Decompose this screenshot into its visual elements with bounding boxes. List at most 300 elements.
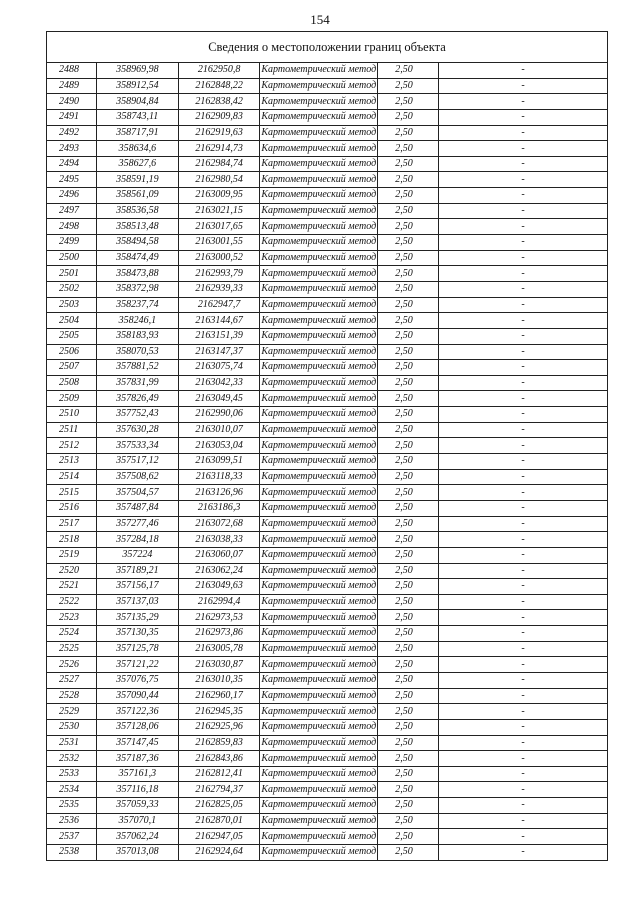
point-number-cell: 2508: [47, 375, 97, 391]
note-cell: -: [439, 94, 608, 110]
precision-cell: 2,50: [378, 563, 430, 579]
point-number-cell: 2535: [47, 798, 97, 814]
point-number-cell: 2501: [47, 266, 97, 282]
note-cell: -: [439, 328, 608, 344]
precision-cell: 2,50: [378, 610, 430, 626]
note-cell: -: [439, 141, 608, 157]
x-coordinate-cell: 358627,6: [97, 156, 179, 172]
precision-cell: 2,50: [378, 63, 430, 79]
table-row: [47, 798, 608, 814]
note-cell: -: [439, 344, 608, 360]
point-number-cell: 2521: [47, 579, 97, 595]
x-coordinate-cell: 357224: [97, 547, 179, 563]
precision-cell: 2,50: [378, 375, 430, 391]
x-coordinate-cell: 358474,49: [97, 250, 179, 266]
table-row: [47, 485, 608, 501]
y-coordinate-cell: 2163144,67: [178, 313, 260, 329]
table-row: [47, 845, 608, 861]
blank-cell: [430, 485, 439, 501]
x-coordinate-cell: 358904,84: [97, 94, 179, 110]
blank-cell: [430, 313, 439, 329]
precision-cell: 2,50: [378, 391, 430, 407]
x-coordinate-cell: 357487,84: [97, 500, 179, 516]
point-number-cell: 2494: [47, 156, 97, 172]
method-cell: Картометрический метод: [260, 281, 378, 297]
precision-cell: 2,50: [378, 250, 430, 266]
note-cell: -: [439, 672, 608, 688]
method-cell: Картометрический метод: [260, 500, 378, 516]
blank-cell: [430, 516, 439, 532]
y-coordinate-cell: 2162947,05: [178, 829, 260, 845]
precision-cell: 2,50: [378, 845, 430, 861]
table-row: [47, 203, 608, 219]
note-cell: -: [439, 485, 608, 501]
method-cell: Картометрический метод: [260, 766, 378, 782]
method-cell: Картометрический метод: [260, 297, 378, 313]
blank-cell: [430, 845, 439, 861]
precision-cell: 2,50: [378, 281, 430, 297]
y-coordinate-cell: 2162945,35: [178, 704, 260, 720]
precision-cell: 2,50: [378, 594, 430, 610]
blank-cell: [430, 219, 439, 235]
blank-cell: [430, 188, 439, 204]
point-number-cell: 2533: [47, 766, 97, 782]
blank-cell: [430, 266, 439, 282]
y-coordinate-cell: 2162914,73: [178, 141, 260, 157]
y-coordinate-cell: 2163021,15: [178, 203, 260, 219]
point-number-cell: 2511: [47, 422, 97, 438]
x-coordinate-cell: 358372,98: [97, 281, 179, 297]
note-cell: -: [439, 641, 608, 657]
x-coordinate-cell: 358591,19: [97, 172, 179, 188]
method-cell: Картометрический метод: [260, 78, 378, 94]
x-coordinate-cell: 358494,58: [97, 235, 179, 251]
blank-cell: [430, 235, 439, 251]
note-cell: -: [439, 297, 608, 313]
precision-cell: 2,50: [378, 156, 430, 172]
point-number-cell: 2490: [47, 94, 97, 110]
precision-cell: 2,50: [378, 235, 430, 251]
note-cell: -: [439, 266, 608, 282]
x-coordinate-cell: 357059,33: [97, 798, 179, 814]
precision-cell: 2,50: [378, 829, 430, 845]
note-cell: -: [439, 704, 608, 720]
table-title: Сведения о местоположении границ объекта: [47, 32, 608, 63]
precision-cell: 2,50: [378, 454, 430, 470]
note-cell: -: [439, 719, 608, 735]
blank-cell: [430, 641, 439, 657]
precision-cell: 2,50: [378, 704, 430, 720]
point-number-cell: 2513: [47, 454, 97, 470]
method-cell: Картометрический метод: [260, 563, 378, 579]
point-number-cell: 2502: [47, 281, 97, 297]
table-row: [47, 109, 608, 125]
blank-cell: [430, 63, 439, 79]
x-coordinate-cell: 358237,74: [97, 297, 179, 313]
method-cell: Картометрический метод: [260, 626, 378, 642]
method-cell: Картометрический метод: [260, 657, 378, 673]
table-row: [47, 751, 608, 767]
note-cell: -: [439, 657, 608, 673]
method-cell: Картометрический метод: [260, 704, 378, 720]
precision-cell: 2,50: [378, 547, 430, 563]
note-cell: -: [439, 532, 608, 548]
note-cell: -: [439, 516, 608, 532]
method-cell: Картометрический метод: [260, 156, 378, 172]
precision-cell: 2,50: [378, 735, 430, 751]
method-cell: Картометрический метод: [260, 672, 378, 688]
blank-cell: [430, 813, 439, 829]
table-row: [47, 172, 608, 188]
method-cell: Картометрический метод: [260, 172, 378, 188]
point-number-cell: 2515: [47, 485, 97, 501]
blank-cell: [430, 281, 439, 297]
precision-cell: 2,50: [378, 657, 430, 673]
x-coordinate-cell: 357831,99: [97, 375, 179, 391]
y-coordinate-cell: 2163126,96: [178, 485, 260, 501]
table-row: [47, 579, 608, 595]
precision-cell: 2,50: [378, 78, 430, 94]
y-coordinate-cell: 2162843,86: [178, 751, 260, 767]
precision-cell: 2,50: [378, 172, 430, 188]
note-cell: -: [439, 438, 608, 454]
x-coordinate-cell: 357277,46: [97, 516, 179, 532]
point-number-cell: 2503: [47, 297, 97, 313]
x-coordinate-cell: 357128,06: [97, 719, 179, 735]
y-coordinate-cell: 2162859,83: [178, 735, 260, 751]
table-row: [47, 766, 608, 782]
table-row: [47, 454, 608, 470]
y-coordinate-cell: 2163017,65: [178, 219, 260, 235]
note-cell: -: [439, 798, 608, 814]
table-row: [47, 235, 608, 251]
point-number-cell: 2534: [47, 782, 97, 798]
table-row: [47, 63, 608, 79]
method-cell: Картометрический метод: [260, 813, 378, 829]
note-cell: -: [439, 203, 608, 219]
precision-cell: 2,50: [378, 798, 430, 814]
note-cell: -: [439, 594, 608, 610]
blank-cell: [430, 782, 439, 798]
page-number: 154: [310, 12, 330, 27]
x-coordinate-cell: 358969,98: [97, 63, 179, 79]
blank-cell: [430, 626, 439, 642]
table-row: [47, 641, 608, 657]
method-cell: Картометрический метод: [260, 219, 378, 235]
blank-cell: [430, 766, 439, 782]
method-cell: Картометрический метод: [260, 610, 378, 626]
method-cell: Картометрический метод: [260, 782, 378, 798]
point-number-cell: 2497: [47, 203, 97, 219]
y-coordinate-cell: 2163010,07: [178, 422, 260, 438]
table-row: [47, 829, 608, 845]
y-coordinate-cell: 2162993,79: [178, 266, 260, 282]
x-coordinate-cell: 358473,88: [97, 266, 179, 282]
y-coordinate-cell: 2163075,74: [178, 360, 260, 376]
blank-cell: [430, 735, 439, 751]
x-coordinate-cell: 357130,35: [97, 626, 179, 642]
blank-cell: [430, 203, 439, 219]
point-number-cell: 2509: [47, 391, 97, 407]
point-number-cell: 2496: [47, 188, 97, 204]
point-number-cell: 2504: [47, 313, 97, 329]
method-cell: Картометрический метод: [260, 532, 378, 548]
precision-cell: 2,50: [378, 94, 430, 110]
note-cell: -: [439, 829, 608, 845]
method-cell: Картометрический метод: [260, 829, 378, 845]
note-cell: -: [439, 188, 608, 204]
y-coordinate-cell: 2163053,04: [178, 438, 260, 454]
y-coordinate-cell: 2163001,55: [178, 235, 260, 251]
blank-cell: [430, 407, 439, 423]
table-row: [47, 391, 608, 407]
blank-cell: [430, 547, 439, 563]
precision-cell: 2,50: [378, 516, 430, 532]
method-cell: Картометрический метод: [260, 250, 378, 266]
note-cell: -: [439, 782, 608, 798]
method-cell: Картометрический метод: [260, 579, 378, 595]
boundary-coordinates-table: [46, 31, 608, 861]
blank-cell: [430, 156, 439, 172]
x-coordinate-cell: 357533,34: [97, 438, 179, 454]
table-row: [47, 610, 608, 626]
y-coordinate-cell: 2163186,3: [178, 500, 260, 516]
table-row: [47, 94, 608, 110]
precision-cell: 2,50: [378, 344, 430, 360]
note-cell: -: [439, 109, 608, 125]
table-row: [47, 563, 608, 579]
x-coordinate-cell: 357062,24: [97, 829, 179, 845]
method-cell: Картометрический метод: [260, 313, 378, 329]
method-cell: Картометрический метод: [260, 63, 378, 79]
x-coordinate-cell: 357013,08: [97, 845, 179, 861]
precision-cell: 2,50: [378, 328, 430, 344]
table-title-row: [47, 32, 608, 63]
y-coordinate-cell: 2162950,8: [178, 63, 260, 79]
blank-cell: [430, 360, 439, 376]
table-row: [47, 438, 608, 454]
precision-cell: 2,50: [378, 719, 430, 735]
method-cell: Картометрический метод: [260, 344, 378, 360]
method-cell: Картометрический метод: [260, 688, 378, 704]
y-coordinate-cell: 2163005,78: [178, 641, 260, 657]
x-coordinate-cell: 358183,93: [97, 328, 179, 344]
note-cell: -: [439, 610, 608, 626]
note-cell: -: [439, 422, 608, 438]
y-coordinate-cell: 2162825,05: [178, 798, 260, 814]
table-row: [47, 375, 608, 391]
precision-cell: 2,50: [378, 641, 430, 657]
x-coordinate-cell: 358536,58: [97, 203, 179, 219]
table-row: [47, 782, 608, 798]
blank-cell: [430, 391, 439, 407]
x-coordinate-cell: 358717,91: [97, 125, 179, 141]
blank-cell: [430, 579, 439, 595]
method-cell: Картометрический метод: [260, 94, 378, 110]
table-row: [47, 469, 608, 485]
y-coordinate-cell: 2162924,64: [178, 845, 260, 861]
point-number-cell: 2489: [47, 78, 97, 94]
blank-cell: [430, 672, 439, 688]
y-coordinate-cell: 2162960,17: [178, 688, 260, 704]
y-coordinate-cell: 2163049,63: [178, 579, 260, 595]
point-number-cell: 2525: [47, 641, 97, 657]
blank-cell: [430, 500, 439, 516]
precision-cell: 2,50: [378, 782, 430, 798]
point-number-cell: 2529: [47, 704, 97, 720]
table-row: [47, 141, 608, 157]
blank-cell: [430, 109, 439, 125]
note-cell: -: [439, 500, 608, 516]
method-cell: Картометрический метод: [260, 719, 378, 735]
precision-cell: 2,50: [378, 579, 430, 595]
blank-cell: [430, 751, 439, 767]
y-coordinate-cell: 2163062,24: [178, 563, 260, 579]
precision-cell: 2,50: [378, 109, 430, 125]
table-row: [47, 688, 608, 704]
x-coordinate-cell: 357517,12: [97, 454, 179, 470]
x-coordinate-cell: 358070,53: [97, 344, 179, 360]
precision-cell: 2,50: [378, 422, 430, 438]
method-cell: Картометрический метод: [260, 141, 378, 157]
point-number-cell: 2516: [47, 500, 97, 516]
table-row: [47, 266, 608, 282]
blank-cell: [430, 172, 439, 188]
point-number-cell: 2522: [47, 594, 97, 610]
blank-cell: [430, 563, 439, 579]
y-coordinate-cell: 2162870,01: [178, 813, 260, 829]
table-row: [47, 407, 608, 423]
point-number-cell: 2517: [47, 516, 97, 532]
point-number-cell: 2531: [47, 735, 97, 751]
method-cell: Картометрический метод: [260, 798, 378, 814]
table-row: [47, 626, 608, 642]
x-coordinate-cell: 358561,09: [97, 188, 179, 204]
table-row: [47, 281, 608, 297]
note-cell: -: [439, 751, 608, 767]
blank-cell: [430, 422, 439, 438]
method-cell: Картометрический метод: [260, 735, 378, 751]
method-cell: Картометрический метод: [260, 266, 378, 282]
y-coordinate-cell: 2163042,33: [178, 375, 260, 391]
table-row: [47, 156, 608, 172]
y-coordinate-cell: 2162980,54: [178, 172, 260, 188]
note-cell: -: [439, 547, 608, 563]
note-cell: -: [439, 360, 608, 376]
x-coordinate-cell: 357826,49: [97, 391, 179, 407]
precision-cell: 2,50: [378, 219, 430, 235]
point-number-cell: 2536: [47, 813, 97, 829]
method-cell: Картометрический метод: [260, 547, 378, 563]
method-cell: Картометрический метод: [260, 407, 378, 423]
y-coordinate-cell: 2163072,68: [178, 516, 260, 532]
note-cell: -: [439, 235, 608, 251]
y-coordinate-cell: 2163030,87: [178, 657, 260, 673]
precision-cell: 2,50: [378, 141, 430, 157]
y-coordinate-cell: 2162919,63: [178, 125, 260, 141]
table-row: [47, 547, 608, 563]
x-coordinate-cell: 357090,44: [97, 688, 179, 704]
blank-cell: [430, 469, 439, 485]
point-number-cell: 2507: [47, 360, 97, 376]
y-coordinate-cell: 2162794,37: [178, 782, 260, 798]
precision-cell: 2,50: [378, 125, 430, 141]
note-cell: -: [439, 688, 608, 704]
precision-cell: 2,50: [378, 297, 430, 313]
table-row: [47, 719, 608, 735]
method-cell: Картометрический метод: [260, 422, 378, 438]
x-coordinate-cell: 358743,11: [97, 109, 179, 125]
note-cell: -: [439, 63, 608, 79]
point-number-cell: 2526: [47, 657, 97, 673]
note-cell: -: [439, 78, 608, 94]
blank-cell: [430, 78, 439, 94]
x-coordinate-cell: 357752,43: [97, 407, 179, 423]
method-cell: Картометрический метод: [260, 125, 378, 141]
point-number-cell: 2499: [47, 235, 97, 251]
table-row: [47, 594, 608, 610]
method-cell: Картометрический метод: [260, 751, 378, 767]
precision-cell: 2,50: [378, 203, 430, 219]
note-cell: -: [439, 563, 608, 579]
method-cell: Картометрический метод: [260, 454, 378, 470]
precision-cell: 2,50: [378, 188, 430, 204]
x-coordinate-cell: 357137,03: [97, 594, 179, 610]
blank-cell: [430, 250, 439, 266]
point-number-cell: 2528: [47, 688, 97, 704]
method-cell: Картометрический метод: [260, 594, 378, 610]
x-coordinate-cell: 357076,75: [97, 672, 179, 688]
table-row: [47, 188, 608, 204]
x-coordinate-cell: 358246,1: [97, 313, 179, 329]
y-coordinate-cell: 2162984,74: [178, 156, 260, 172]
point-number-cell: 2537: [47, 829, 97, 845]
y-coordinate-cell: 2163009,95: [178, 188, 260, 204]
x-coordinate-cell: 357630,28: [97, 422, 179, 438]
precision-cell: 2,50: [378, 407, 430, 423]
y-coordinate-cell: 2163038,33: [178, 532, 260, 548]
blank-cell: [430, 454, 439, 470]
blank-cell: [430, 532, 439, 548]
blank-cell: [430, 297, 439, 313]
precision-cell: 2,50: [378, 469, 430, 485]
blank-cell: [430, 594, 439, 610]
note-cell: -: [439, 391, 608, 407]
precision-cell: 2,50: [378, 360, 430, 376]
y-coordinate-cell: 2162939,33: [178, 281, 260, 297]
y-coordinate-cell: 2163151,39: [178, 328, 260, 344]
note-cell: -: [439, 407, 608, 423]
x-coordinate-cell: 357284,18: [97, 532, 179, 548]
y-coordinate-cell: 2162925,96: [178, 719, 260, 735]
x-coordinate-cell: 358912,54: [97, 78, 179, 94]
blank-cell: [430, 141, 439, 157]
note-cell: -: [439, 156, 608, 172]
precision-cell: 2,50: [378, 626, 430, 642]
y-coordinate-cell: 2162848,22: [178, 78, 260, 94]
precision-cell: 2,50: [378, 313, 430, 329]
precision-cell: 2,50: [378, 500, 430, 516]
point-number-cell: 2514: [47, 469, 97, 485]
method-cell: Картометрический метод: [260, 203, 378, 219]
table-row: [47, 500, 608, 516]
x-coordinate-cell: 357156,17: [97, 579, 179, 595]
point-number-cell: 2488: [47, 63, 97, 79]
point-number-cell: 2498: [47, 219, 97, 235]
x-coordinate-cell: 357125,78: [97, 641, 179, 657]
point-number-cell: 2520: [47, 563, 97, 579]
precision-cell: 2,50: [378, 438, 430, 454]
